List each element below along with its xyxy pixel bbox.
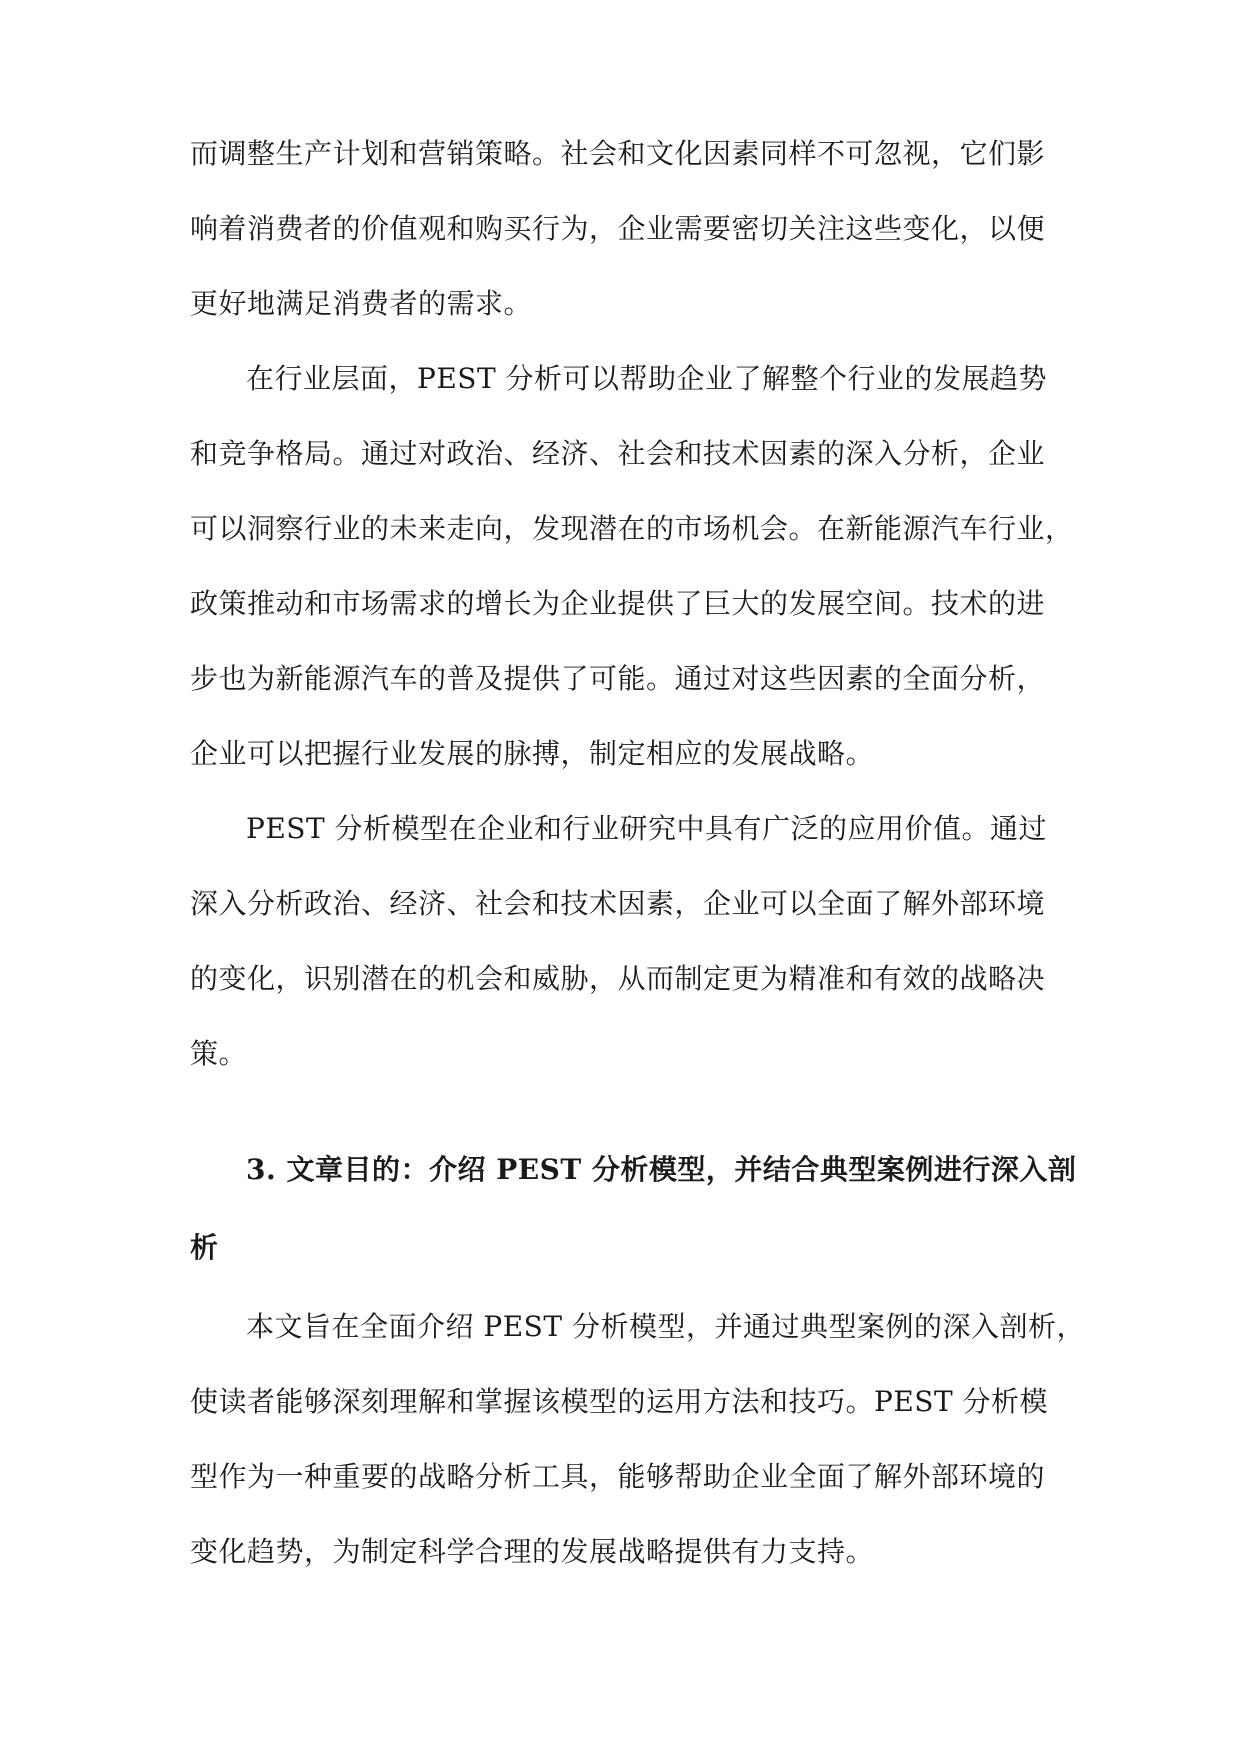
text-line: 更好地满足消费者的需求。 bbox=[190, 287, 533, 320]
text-line: 的变化，识别潜在的机会和威胁，从而制定更为精准和有效的战略决 bbox=[190, 962, 1046, 995]
text-line: 策。 bbox=[190, 1037, 248, 1070]
text-line: 本文旨在全面介绍 PEST 分析模型，并通过典型案例的深入剖析， bbox=[246, 1310, 1085, 1343]
text-line: 型作为一种重要的战略分析工具，能够帮助企业全面了解外部环境的 bbox=[190, 1460, 1046, 1493]
text-line: 变化趋势，为制定科学合理的发展战略提供有力支持。 bbox=[190, 1535, 875, 1568]
text-line: 而调整生产计划和营销策略。社会和文化因素同样不可忽视，它们影 bbox=[190, 137, 1046, 170]
text-line: 企业可以把握行业发展的脉搏，制定相应的发展战略。 bbox=[190, 737, 875, 770]
text-line: 响着消费者的价值观和购买行为，企业需要密切关注这些变化，以便 bbox=[190, 212, 1046, 245]
text-line: PEST 分析模型在企业和行业研究中具有广泛的应用价值。通过 bbox=[246, 812, 1048, 845]
text-line: 步也为新能源汽车的普及提供了可能。通过对这些因素的全面分析， bbox=[190, 662, 1046, 695]
text-line: 使读者能够深刻理解和掌握该模型的运用方法和技巧。PEST 分析模 bbox=[190, 1385, 1049, 1418]
text-line: 深入分析政治、经济、社会和技术因素，企业可以全面了解外部环境 bbox=[190, 887, 1046, 920]
text-line: 政策推动和市场需求的增长为企业提供了巨大的发展空间。技术的进 bbox=[190, 587, 1046, 620]
heading-line: 析 bbox=[190, 1231, 219, 1264]
text-line: 在行业层面，PEST 分析可以帮助企业了解整个行业的发展趋势 bbox=[246, 362, 1048, 395]
text-line: 和竞争格局。通过对政治、经济、社会和技术因素的深入分析，企业 bbox=[190, 437, 1046, 470]
heading-line: 3. 文章目的：介绍 PEST 分析模型，并结合典型案例进行深入剖 bbox=[246, 1153, 1077, 1186]
text-line: 可以洞察行业的未来走向，发现潜在的市场机会。在新能源汽车行业， bbox=[190, 512, 1074, 545]
